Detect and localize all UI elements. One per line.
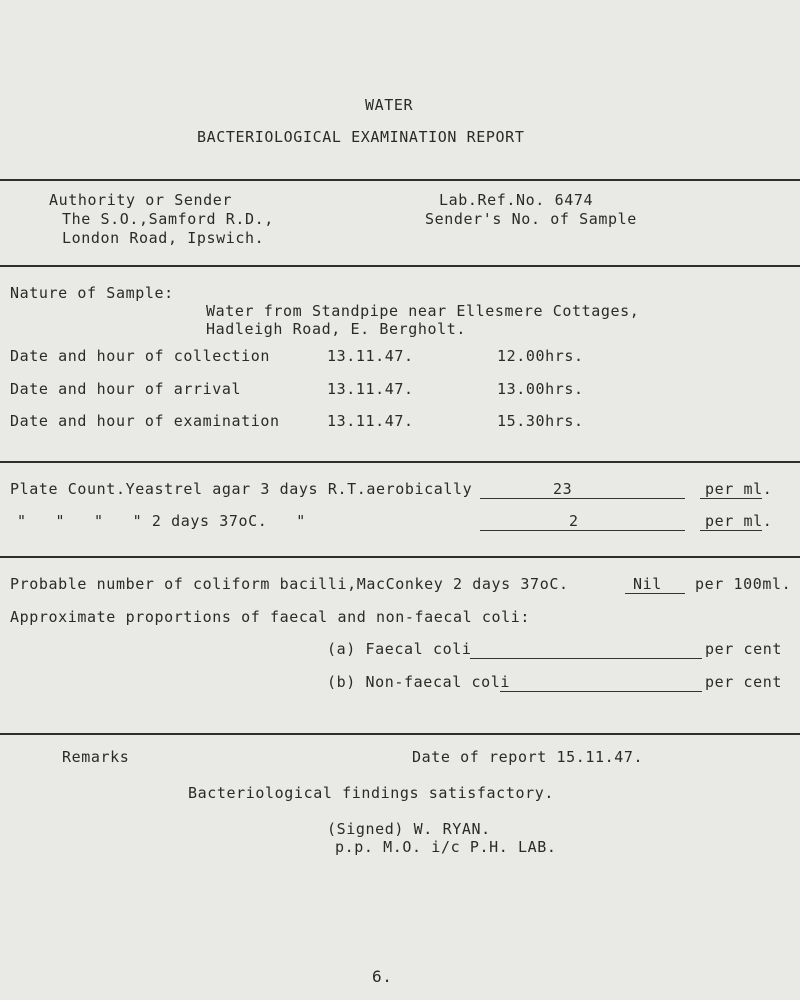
divider [0,179,800,181]
document-subtitle: BACTERIOLOGICAL EXAMINATION REPORT [197,128,525,146]
underline [480,530,685,531]
arrival-label: Date and hour of arrival [10,380,242,398]
examination-time: 15.30hrs. [497,412,584,430]
probable-coliform-unit: per 100ml. [695,575,792,593]
arrival-time: 13.00hrs. [497,380,584,398]
faecal-coli-label: (a) Faecal coli [327,640,472,658]
collection-time: 12.00hrs. [497,347,584,365]
nonfaecal-coli-label: (b) Non-faecal coli [327,673,510,691]
page-number: 6. [372,967,393,986]
underline [500,691,702,692]
examination-date: 13.11.47. [327,412,414,430]
sample-description-line1: Water from Standpipe near Ellesmere Cottages, [206,302,640,320]
plate-count-value-rt: 23 [553,480,573,498]
sample-description-line2: Hadleigh Road, E. Bergholt. [206,320,467,338]
arrival-date: 13.11.47. [327,380,414,398]
authority-line2: London Road, Ipswich. [62,229,265,247]
divider [0,556,800,558]
plate-count-value-37c: 2 [569,512,579,530]
document-title: WATER [365,96,414,114]
nonfaecal-coli-unit: per cent [705,673,783,691]
remarks-label: Remarks [62,748,130,766]
proportions-label: Approximate proportions of faecal and non-faecal coli: [10,608,531,626]
collection-date: 13.11.47. [327,347,414,365]
underline [625,593,685,594]
probable-coliform-value: Nil [633,575,662,593]
examination-label: Date and hour of examination [10,412,280,430]
plate-count-unit-37c: per ml. [705,512,773,530]
faecal-coli-unit: per cent [705,640,783,658]
underline [700,530,762,531]
divider [0,733,800,735]
divider [0,265,800,267]
divider [0,461,800,463]
signatory-title: p.p. M.O. i/c P.H. LAB. [335,838,557,856]
senders-sample-number: Sender's No. of Sample [425,210,637,228]
authority-line1: The S.O.,Samford R.D., [62,210,274,228]
plate-count-unit-rt: per ml. [705,480,773,498]
lab-ref-number: Lab.Ref.No. 6474 [439,191,594,209]
plate-count-label-rt: Plate Count.Yeastrel agar 3 days R.T.aerobically [10,480,473,498]
date-of-report: Date of report 15.11.47. [412,748,644,766]
underline [700,498,762,499]
authority-label: Authority or Sender [49,191,232,209]
nature-of-sample-label: Nature of Sample: [10,284,174,302]
collection-label: Date and hour of collection [10,347,271,365]
plate-count-label-37c: " " " " 2 days 37oC. " [17,512,306,530]
probable-coliform-label: Probable number of coliform bacilli,MacConkey 2 days 37oC. [10,575,569,593]
underline [480,498,685,499]
underline [470,658,702,659]
signed-by: (Signed) W. RYAN. [327,820,491,838]
remarks-findings: Bacteriological findings satisfactory. [188,784,554,802]
